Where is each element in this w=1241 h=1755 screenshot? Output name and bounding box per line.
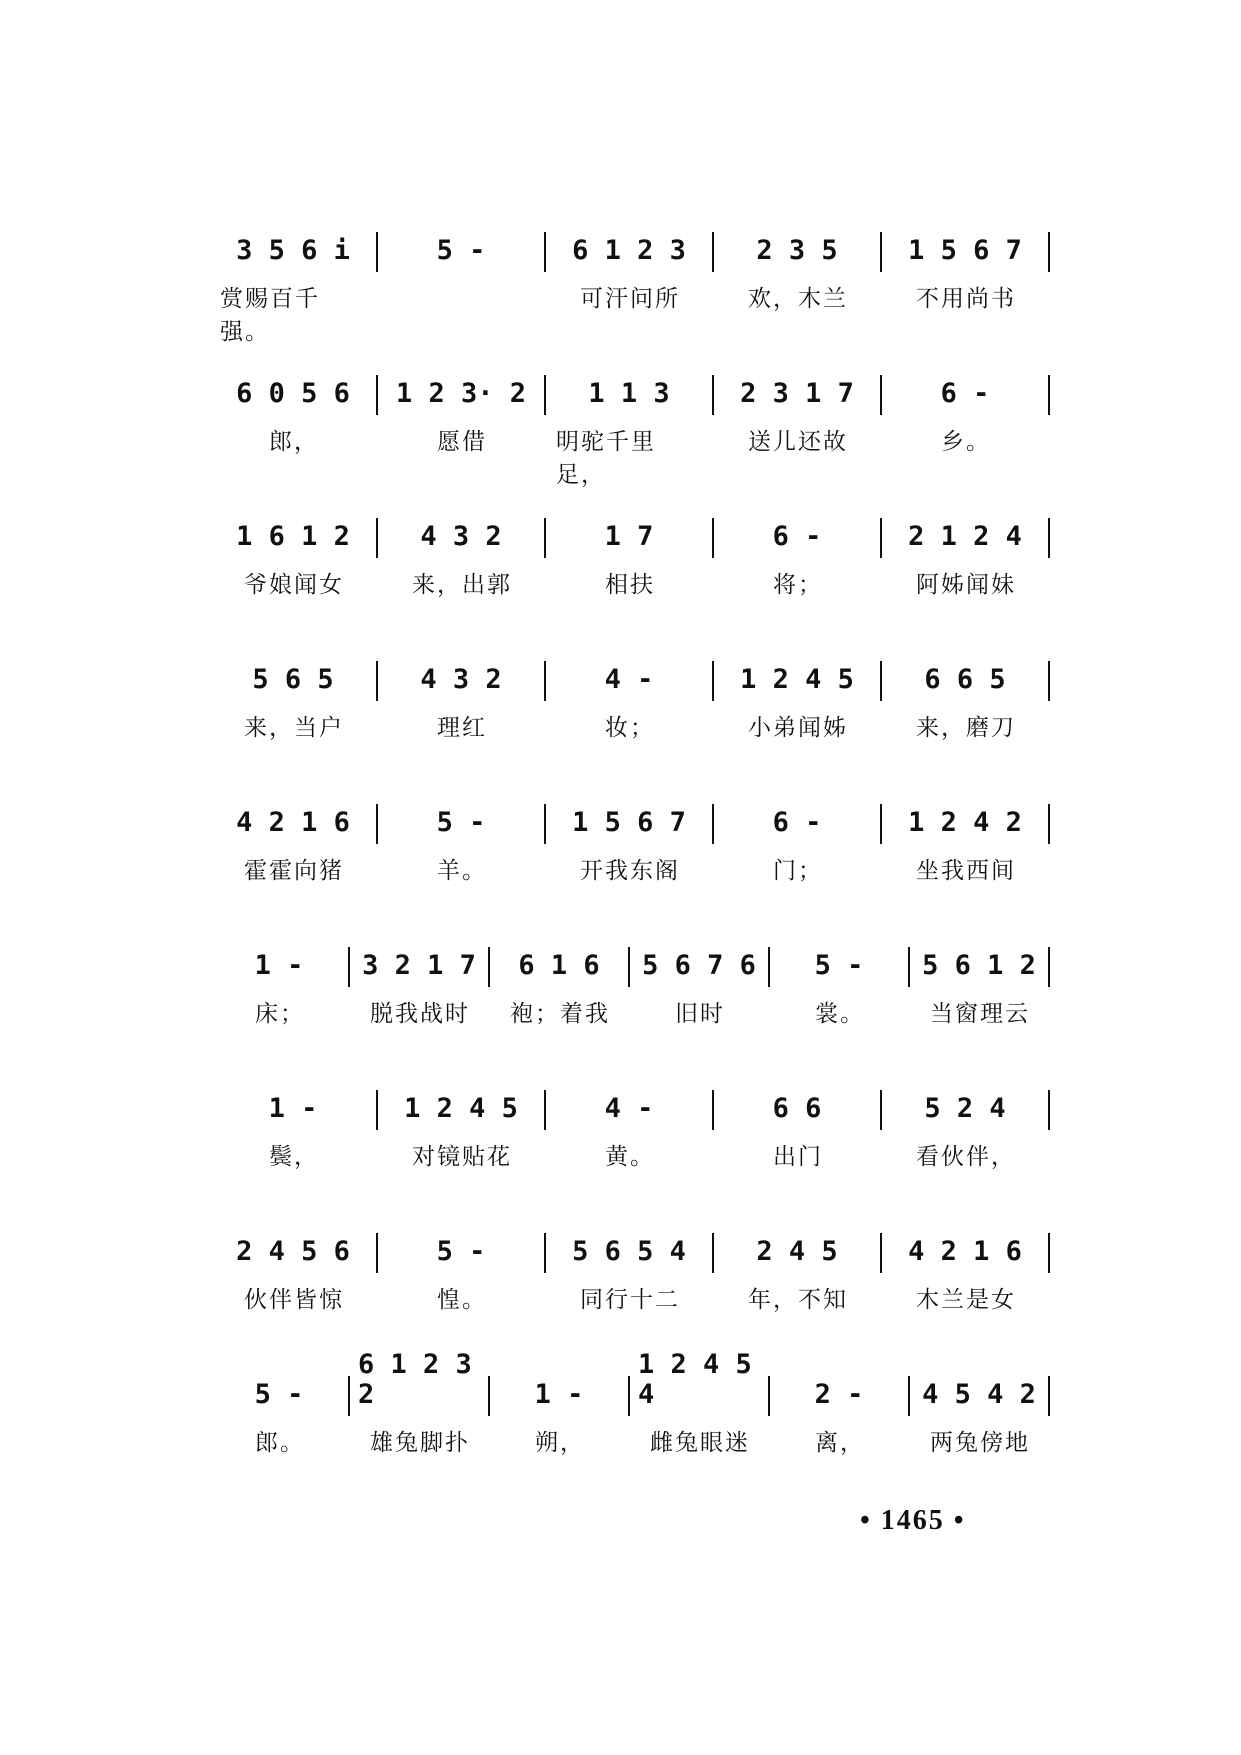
score-system	[210, 371, 1050, 514]
note-group: 6 1 2 3	[572, 235, 686, 266]
note-group: 5 6 5 4	[572, 1236, 686, 1267]
lyric: 妆；	[605, 715, 655, 741]
lyric: 理红	[437, 715, 487, 741]
measure	[210, 657, 376, 701]
lyric: 惶。	[437, 1287, 487, 1313]
lyric: 来，出郭	[412, 572, 512, 598]
lyric-row	[210, 709, 1050, 745]
lyric: 脱我战时	[370, 1001, 470, 1027]
note-group: 1 2 4 5	[740, 664, 854, 695]
lyric-row	[210, 1138, 1050, 1174]
measure	[714, 228, 880, 272]
score-system	[210, 1349, 1050, 1515]
measure	[210, 514, 376, 558]
lyric: 同行十二	[580, 1287, 680, 1313]
note-row	[210, 228, 1050, 272]
barline	[1048, 1376, 1050, 1416]
measure	[210, 371, 376, 415]
note-group: 5 -	[436, 1236, 486, 1267]
note-group: 4 2 1 6	[908, 1236, 1022, 1267]
note-group: 2 3 5	[756, 235, 838, 266]
note-group: 5 6 1 2	[922, 950, 1036, 981]
measure	[882, 514, 1048, 558]
lyric: 不用尚书	[916, 286, 1016, 312]
measure	[882, 1086, 1048, 1130]
lyric: 当窗理云	[930, 1001, 1030, 1027]
barline	[1048, 947, 1050, 987]
note-row	[210, 514, 1050, 558]
lyric: 来，磨刀	[916, 715, 1016, 741]
lyric: 送儿还故	[748, 429, 848, 455]
lyric	[378, 280, 546, 316]
note-group: 5 -	[436, 807, 486, 838]
measure	[910, 943, 1048, 987]
note-group: 4 -	[604, 1093, 654, 1124]
measure	[378, 800, 544, 844]
note-group: 1 1 3	[588, 378, 670, 409]
measure	[490, 943, 628, 987]
measure	[630, 1349, 768, 1416]
score-system	[210, 1086, 1050, 1229]
lyric: 朔，	[535, 1430, 585, 1456]
measure	[546, 1086, 712, 1130]
measure	[714, 800, 880, 844]
lyric: 黄。	[605, 1144, 655, 1170]
lyric: 乡。	[941, 429, 991, 455]
lyric: 年，不知	[748, 1287, 848, 1313]
note-group: 5 6 7 6	[642, 950, 756, 981]
measure	[630, 943, 768, 987]
measure	[210, 1086, 376, 1130]
lyric-row	[210, 566, 1050, 602]
lyric: 袍；着我	[510, 1001, 610, 1027]
lyric: 床；	[255, 1001, 305, 1027]
lyric-row	[210, 423, 1050, 488]
lyric: 木兰是女	[916, 1287, 1016, 1313]
measure	[210, 1372, 348, 1416]
lyric: 离，	[815, 1430, 865, 1456]
measure	[882, 657, 1048, 701]
measure	[714, 1086, 880, 1130]
lyric: 出门	[773, 1144, 823, 1170]
music-score	[210, 228, 1050, 1515]
note-group: 1 2 4 2	[908, 807, 1022, 838]
lyric-row	[210, 1424, 1050, 1460]
lyric: 裳。	[815, 1001, 865, 1027]
measure	[350, 1349, 488, 1416]
note-group: 6 1 6	[518, 950, 600, 981]
note-group: 5 -	[436, 235, 486, 266]
lyric: 雌兔眼迷	[650, 1430, 750, 1456]
score-system	[210, 943, 1050, 1086]
note-row	[210, 1349, 1050, 1416]
note-row	[210, 371, 1050, 415]
lyric: 两兔傍地	[930, 1430, 1030, 1456]
note-group: 1 -	[534, 1379, 584, 1410]
measure	[378, 1086, 544, 1130]
measure	[210, 943, 348, 987]
barline	[1048, 232, 1050, 272]
measure	[378, 514, 544, 558]
lyric-row	[210, 852, 1050, 888]
lyric: 鬓，	[269, 1144, 319, 1170]
lyric-row	[210, 995, 1050, 1031]
measure	[714, 514, 880, 558]
lyric: 来，当户	[244, 715, 344, 741]
lyric: 开我东阁	[580, 858, 680, 884]
note-group: 2 -	[814, 1379, 864, 1410]
barline	[1048, 804, 1050, 844]
barline	[1048, 1090, 1050, 1130]
note-group: 1 7	[604, 521, 654, 552]
note-group: 1 -	[268, 1093, 318, 1124]
note-group: 3 5 6 i	[236, 235, 350, 266]
measure	[210, 228, 376, 272]
note-group: 1 5 6 7	[572, 807, 686, 838]
note-group: 5 -	[814, 950, 864, 981]
note-group: 6 1 2 3 2	[358, 1349, 472, 1410]
measure	[546, 800, 712, 844]
measure	[770, 943, 908, 987]
note-group: 1 5 6 7	[908, 235, 1022, 266]
lyric-row	[210, 1281, 1050, 1317]
note-group: 1 2 4 5	[404, 1093, 518, 1124]
measure	[378, 371, 544, 415]
lyric: 爷娘闻女	[244, 572, 344, 598]
note-group: 6 6	[772, 1093, 822, 1124]
note-group: 5 -	[254, 1379, 304, 1410]
note-row	[210, 800, 1050, 844]
note-row	[210, 943, 1050, 987]
measure	[546, 1229, 712, 1273]
score-system	[210, 1229, 1050, 1372]
barline	[1048, 1233, 1050, 1273]
measure	[350, 943, 488, 987]
note-group: 1 2 4 5 4	[638, 1349, 752, 1410]
barline	[1048, 518, 1050, 558]
lyric: 将；	[773, 572, 823, 598]
measure	[882, 800, 1048, 844]
lyric: 对镜贴花	[412, 1144, 512, 1170]
measure	[378, 657, 544, 701]
lyric: 看伙伴，	[916, 1144, 1016, 1170]
note-group: 2 4 5	[756, 1236, 838, 1267]
lyric: 羊。	[437, 858, 487, 884]
lyric: 赏赐百千强。	[220, 286, 320, 345]
note-group: 3 2 1 7	[362, 950, 476, 981]
note-group: 1 -	[254, 950, 304, 981]
note-group: 4 5 4 2	[922, 1379, 1036, 1410]
measure	[490, 1372, 628, 1416]
measure	[714, 657, 880, 701]
note-group: 4 3 2	[420, 521, 502, 552]
measure	[210, 1229, 376, 1273]
measure	[546, 371, 712, 415]
lyric: 小弟闻姊	[748, 715, 848, 741]
lyric: 坐我西间	[916, 858, 1016, 884]
measure	[546, 514, 712, 558]
score-system	[210, 657, 1050, 800]
note-group: 5 2 4	[924, 1093, 1006, 1124]
lyric: 门；	[773, 858, 823, 884]
measure	[210, 800, 376, 844]
measure	[546, 228, 712, 272]
note-group: 2 4 5 6	[236, 1236, 350, 1267]
note-group: 4 2 1 6	[236, 807, 350, 838]
measure	[882, 371, 1048, 415]
barline	[1048, 661, 1050, 701]
measure	[910, 1372, 1048, 1416]
measure	[714, 1229, 880, 1273]
note-group: 4 3 2	[420, 664, 502, 695]
note-group: 6 -	[772, 807, 822, 838]
lyric: 欢，木兰	[748, 286, 848, 312]
note-group: 1 2 3· 2	[395, 378, 527, 409]
lyric: 伙伴皆惊	[244, 1287, 344, 1313]
lyric: 相扶	[605, 572, 655, 598]
lyric: 阿姊闻妹	[916, 572, 1016, 598]
note-group: 1 6 1 2	[236, 521, 350, 552]
note-row	[210, 1086, 1050, 1130]
note-group: 5 6 5	[252, 664, 334, 695]
lyric: 雄兔脚扑	[370, 1430, 470, 1456]
measure	[378, 228, 544, 272]
score-system	[210, 800, 1050, 943]
measure	[546, 657, 712, 701]
note-group: 6 -	[772, 521, 822, 552]
score-system	[210, 514, 1050, 657]
measure	[882, 1229, 1048, 1273]
note-group: 2 1 2 4	[908, 521, 1022, 552]
note-group: 6 6 5	[924, 664, 1006, 695]
lyric: 郎。	[255, 1430, 305, 1456]
lyric: 郎，	[269, 429, 319, 455]
lyric: 可汗问所	[580, 286, 680, 312]
note-group: 6 0 5 6	[236, 378, 350, 409]
measure	[770, 1372, 908, 1416]
lyric-row	[210, 280, 1050, 345]
note-row	[210, 657, 1050, 701]
barline	[1048, 375, 1050, 415]
lyric: 旧时	[675, 1001, 725, 1027]
note-group: 4 -	[604, 664, 654, 695]
score-system	[210, 228, 1050, 371]
lyric: 明驼千里足，	[556, 429, 656, 488]
lyric: 霍霍向猪	[244, 858, 344, 884]
note-group: 2 3 1 7	[740, 378, 854, 409]
note-row	[210, 1229, 1050, 1273]
measure	[714, 371, 880, 415]
page-number: • 1465 •	[860, 1505, 966, 1536]
note-group: 6 -	[940, 378, 990, 409]
lyric: 愿借	[437, 429, 487, 455]
measure	[882, 228, 1048, 272]
measure	[378, 1229, 544, 1273]
